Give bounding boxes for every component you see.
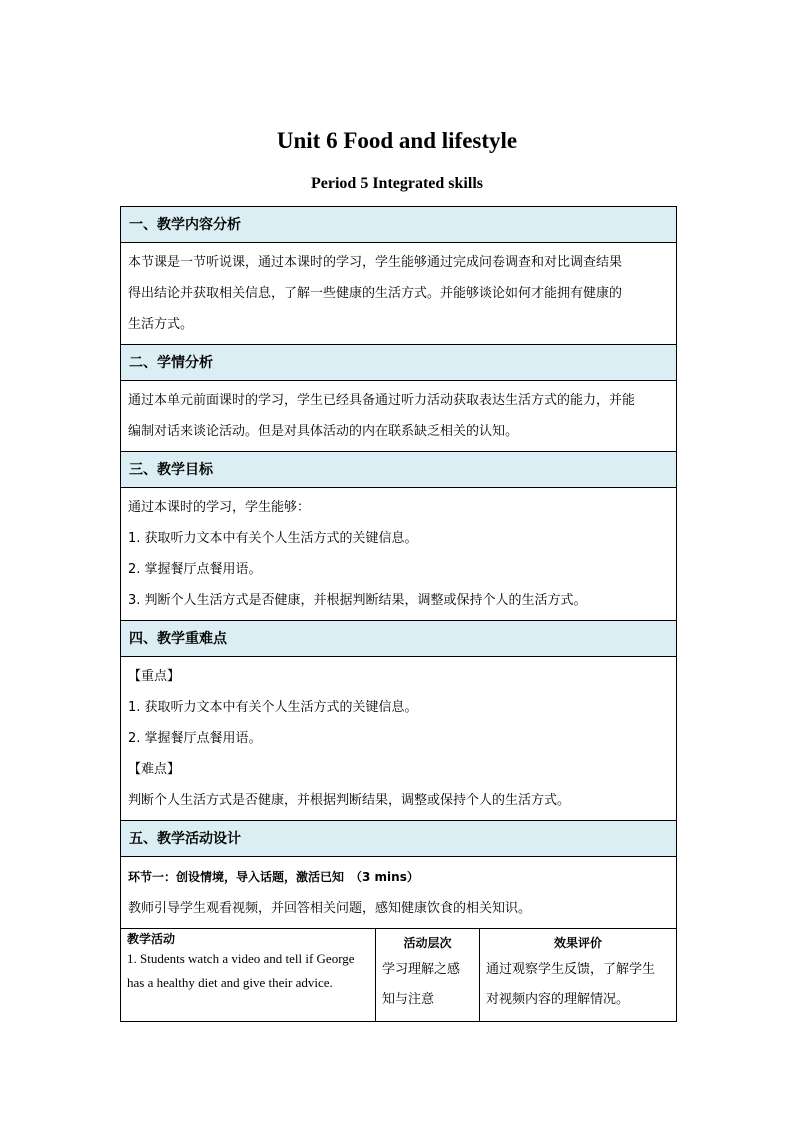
- activity-table: [121, 929, 676, 1021]
- evaluation-header: 效果评价: [553, 936, 602, 950]
- body-line: 2. 掌握餐厅点餐用语。: [128, 562, 262, 577]
- lesson-plan-table: [120, 206, 677, 1022]
- activity-text: 1. Students watch a video and tell if George: [127, 951, 355, 966]
- level-text: 学习理解之感: [382, 962, 461, 977]
- body-line: 本节课是一节听说课，通过本课时的学习，学生能够通过完成问卷调查和对比调查结果: [128, 255, 623, 270]
- section-body: [121, 381, 676, 452]
- section-heading: 四、教学重难点: [121, 621, 676, 657]
- section-heading: 五、教学活动设计: [121, 821, 676, 857]
- level-cell: [376, 929, 480, 1021]
- evaluation-text: 通过观察学生反馈，了解学生: [486, 962, 656, 977]
- body-line: 生活方式。: [128, 317, 194, 332]
- body-line: 得出结论并获取相关信息，了解一些健康的生活方式。并能够谈论如何才能拥有健康的: [128, 286, 623, 301]
- body-line: 通过本课时的学习，学生能够：: [128, 500, 311, 515]
- document-title: Unit 6 Food and lifestyle: [276, 128, 518, 153]
- level-text: 知与注意: [382, 992, 435, 1007]
- activity-cell: [121, 929, 376, 1021]
- activity-text: has a healthy diet and give their advice.: [127, 975, 333, 990]
- step-description: 教师引导学生观看视频，并回答相关问题，感知健康饮食的相关知识。: [128, 901, 532, 916]
- body-line: 3. 判断个人生活方式是否健康，并根据判断结果，调整或保持个人的生活方式。: [128, 593, 587, 608]
- body-line: 通过本单元前面课时的学习，学生已经具备通过听力活动获取表达生活方式的能力，并能: [128, 393, 636, 408]
- body-line: 判断个人生活方式是否健康，并根据判断结果，调整或保持个人的生活方式。: [128, 793, 571, 808]
- body-line: 【重点】: [128, 669, 181, 684]
- section-body: [121, 243, 676, 345]
- section-heading: 一、教学内容分析: [121, 207, 676, 243]
- body-line: 2. 掌握餐厅点餐用语。: [128, 731, 262, 746]
- level-header: 活动层次: [403, 936, 452, 950]
- body-line: 1. 获取听力文本中有关个人生活方式的关键信息。: [128, 531, 418, 546]
- step-title: 环节一：创设情境，导入话题，激活已知 （3 mins）: [128, 870, 419, 884]
- evaluation-cell: [480, 929, 676, 1021]
- activity-header: 教学活动: [127, 932, 176, 946]
- section-heading: 二、学情分析: [121, 345, 676, 381]
- section-body: [121, 857, 676, 929]
- document-subtitle: Period 5 Integrated skills: [311, 175, 483, 192]
- section-body: [121, 657, 676, 821]
- evaluation-text: 对视频内容的理解情况。: [486, 992, 630, 1007]
- section-body: [121, 488, 676, 621]
- body-line: 【难点】: [128, 762, 181, 777]
- body-line: 编制对话来谈论活动。但是对具体活动的内在联系缺乏相关的认知。: [128, 424, 519, 439]
- section-heading: 三、教学目标: [121, 452, 676, 488]
- body-line: 1. 获取听力文本中有关个人生活方式的关键信息。: [128, 700, 418, 715]
